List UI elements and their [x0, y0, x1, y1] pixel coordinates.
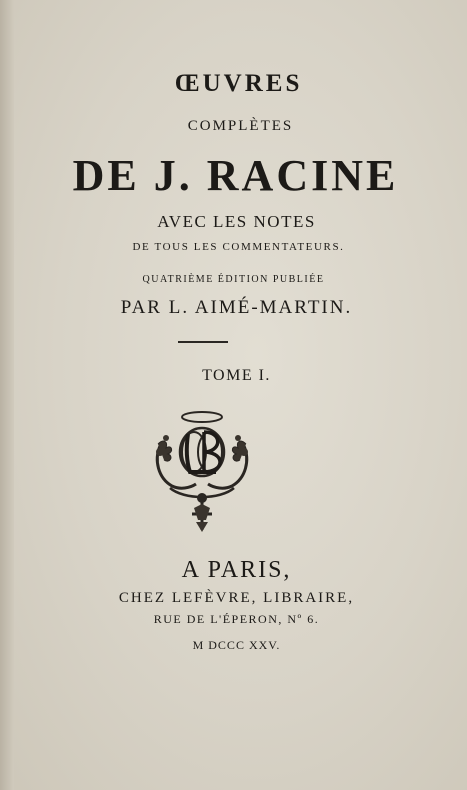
imprint-address: RUE DE L'ÉPERON, Nº 6.: [153, 612, 320, 626]
work-title: ŒUVRES: [174, 70, 303, 97]
edition-line: QUATRIÈME ÉDITION PUBLIÉE: [142, 274, 325, 285]
imprint-publisher: CHEZ LEFÈVRE, LIBRAIRE,: [118, 590, 355, 606]
notes-line: AVEC LES NOTES: [157, 212, 316, 231]
volume-label: TOME I.: [202, 367, 271, 384]
monogram-crest-icon: [150, 408, 254, 534]
divider-rule: [178, 341, 228, 343]
author-name: DE J. RACINE: [72, 151, 399, 200]
commentators-line: DE TOUS LES COMMENTATEURS.: [132, 241, 345, 253]
work-subtitle: COMPLÈTES: [187, 118, 294, 134]
imprint-city: A PARIS,: [181, 557, 292, 583]
editor-line: PAR L. AIMÉ-MARTIN.: [120, 297, 353, 318]
imprint-year: M DCCC XXV.: [192, 638, 281, 652]
